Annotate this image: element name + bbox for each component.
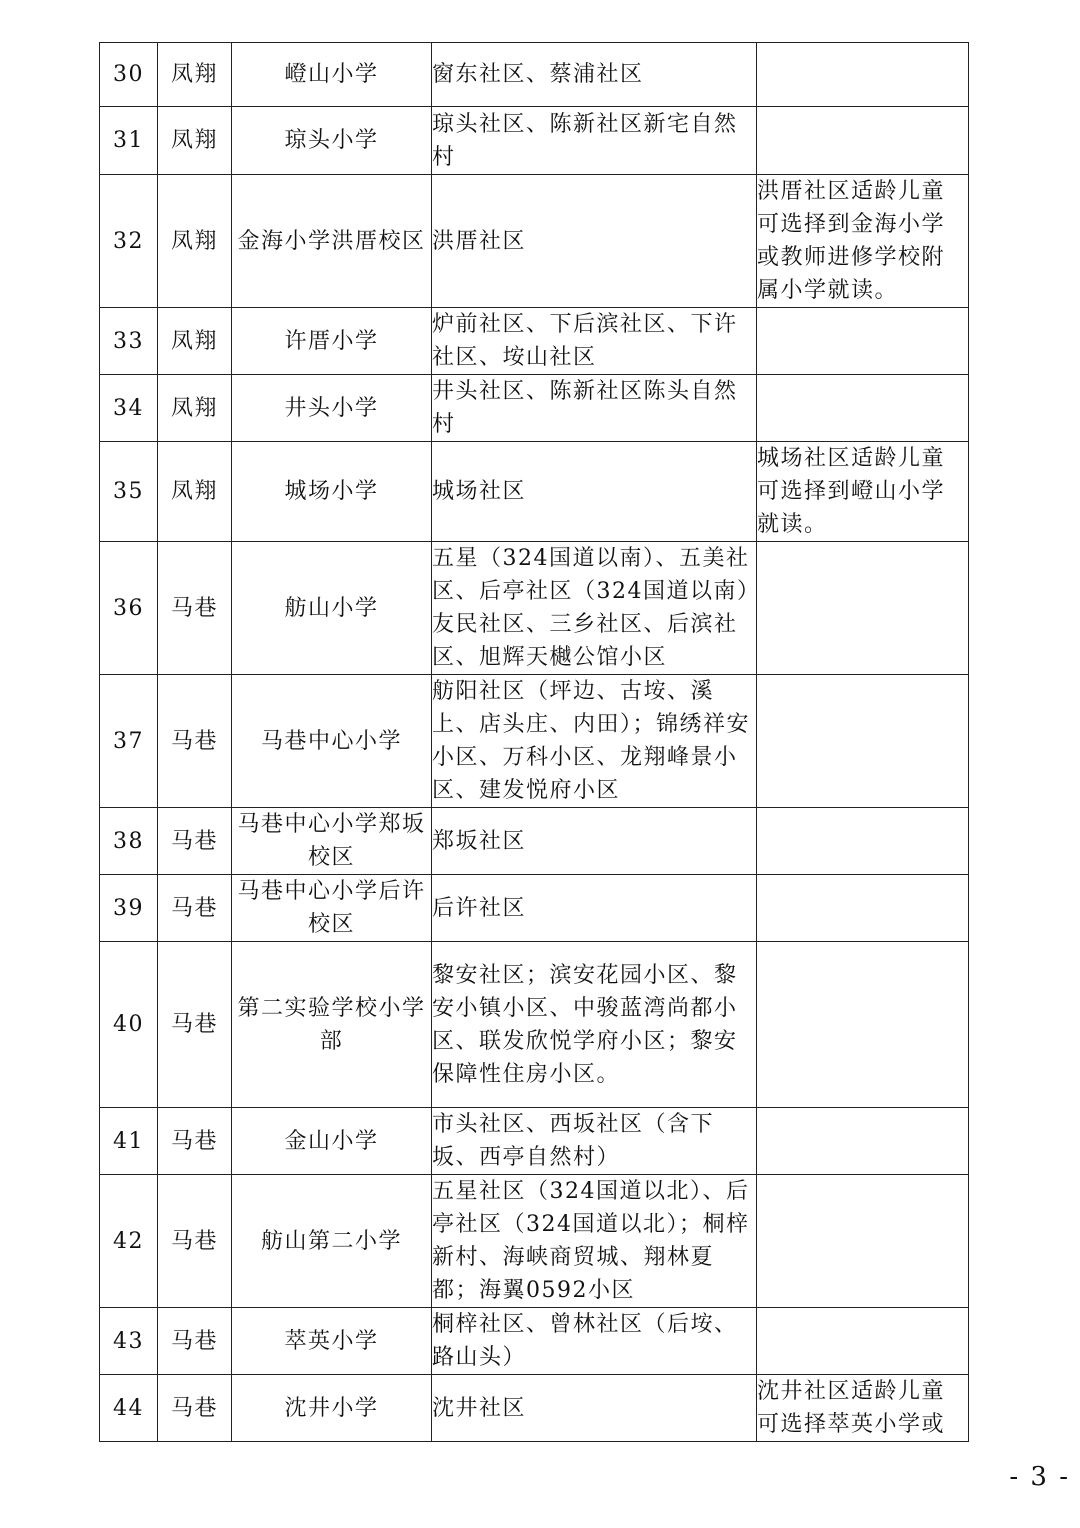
table-row — [100, 1175, 969, 1308]
service-area: 琼头社区、陈新社区新宅自然村 — [432, 107, 757, 175]
town-cell: 马巷 — [158, 542, 232, 675]
town-cell: 马巷 — [158, 808, 232, 875]
town-cell: 马巷 — [158, 875, 232, 942]
row-number: 34 — [100, 375, 158, 442]
table-row — [100, 43, 969, 107]
row-number: 33 — [100, 308, 158, 375]
service-area: 后许社区 — [432, 875, 757, 942]
school-name: 琼头小学 — [232, 107, 432, 175]
remark — [757, 1308, 969, 1375]
service-area: 市头社区、西坂社区（含下坂、西亭自然村） — [432, 1108, 757, 1175]
service-area: 洪厝社区 — [432, 175, 757, 308]
remark — [757, 43, 969, 107]
school-name: 许厝小学 — [232, 308, 432, 375]
school-name: 马巷中心小学后许校区 — [232, 875, 432, 942]
table-row — [100, 308, 969, 375]
row-number: 41 — [100, 1108, 158, 1175]
row-number: 31 — [100, 107, 158, 175]
row-number: 42 — [100, 1175, 158, 1308]
school-name: 舫山第二小学 — [232, 1175, 432, 1308]
school-name: 金山小学 — [232, 1108, 432, 1175]
row-number: 40 — [100, 942, 158, 1108]
remark — [757, 107, 969, 175]
table-row — [100, 442, 969, 542]
town-cell: 凤翔 — [158, 175, 232, 308]
table-row — [100, 675, 969, 808]
school-name: 马巷中心小学郑坂校区 — [232, 808, 432, 875]
row-number: 38 — [100, 808, 158, 875]
remark — [757, 375, 969, 442]
table-row — [100, 175, 969, 308]
service-area: 炉前社区、下后滨社区、下许社区、垵山社区 — [432, 308, 757, 375]
remark — [757, 875, 969, 942]
table-row — [100, 808, 969, 875]
service-area: 城场社区 — [432, 442, 757, 542]
service-area: 五星社区（324国道以北）、后亭社区（324国道以北）；桐梓新村、海峡商贸城、翔林夏都；海翼0592小区 — [432, 1175, 757, 1308]
service-area: 井头社区、陈新社区陈头自然村 — [432, 375, 757, 442]
remark: 沈井社区适龄儿童可选择萃英小学或 — [757, 1375, 969, 1442]
school-name: 城场小学 — [232, 442, 432, 542]
table-row — [100, 375, 969, 442]
table-row — [100, 107, 969, 175]
school-name: 第二实验学校小学部 — [232, 942, 432, 1108]
row-number: 36 — [100, 542, 158, 675]
table-row — [100, 1308, 969, 1375]
service-area: 黎安社区；滨安花园小区、黎安小镇小区、中骏蓝湾尚都小区、联发欣悦学府小区；黎安保障性住房小区。 — [432, 942, 757, 1108]
town-cell: 马巷 — [158, 942, 232, 1108]
page-number: - 3 - — [1009, 1462, 1070, 1492]
service-area: 五星（324国道以南）、五美社区、后亭社区（324国道以南）友民社区、三乡社区、后滨社区、旭辉天樾公馆小区 — [432, 542, 757, 675]
table-row — [100, 875, 969, 942]
table-row — [100, 942, 969, 1108]
remark — [757, 675, 969, 808]
service-area: 郑坂社区 — [432, 808, 757, 875]
table-row — [100, 1375, 969, 1442]
town-cell: 马巷 — [158, 1308, 232, 1375]
remark: 洪厝社区适龄儿童可选择到金海小学或教师进修学校附属小学就读。 — [757, 175, 969, 308]
service-area: 沈井社区 — [432, 1375, 757, 1442]
service-area: 舫阳社区（坪边、古垵、溪上、店头庄、内田）；锦绣祥安小区、万科小区、龙翔峰景小区、建发悦府小区 — [432, 675, 757, 808]
remark — [757, 308, 969, 375]
row-number: 35 — [100, 442, 158, 542]
town-cell: 凤翔 — [158, 107, 232, 175]
school-name: 萃英小学 — [232, 1308, 432, 1375]
remark — [757, 542, 969, 675]
town-cell: 马巷 — [158, 1375, 232, 1442]
school-name: 沈井小学 — [232, 1375, 432, 1442]
school-district-table — [99, 42, 969, 1442]
row-number: 37 — [100, 675, 158, 808]
service-area: 桐梓社区、曾林社区（后垵、路山头） — [432, 1308, 757, 1375]
school-name: 舫山小学 — [232, 542, 432, 675]
remark: 城场社区适龄儿童可选择到嶝山小学就读。 — [757, 442, 969, 542]
row-number: 39 — [100, 875, 158, 942]
remark — [757, 1108, 969, 1175]
town-cell: 凤翔 — [158, 308, 232, 375]
table-row — [100, 542, 969, 675]
school-name: 马巷中心小学 — [232, 675, 432, 808]
school-name: 金海小学洪厝校区 — [232, 175, 432, 308]
remark — [757, 942, 969, 1108]
town-cell: 马巷 — [158, 1175, 232, 1308]
town-cell: 凤翔 — [158, 442, 232, 542]
table-row — [100, 1108, 969, 1175]
table-body — [100, 43, 969, 1442]
school-name: 井头小学 — [232, 375, 432, 442]
service-area: 窗东社区、蔡浦社区 — [432, 43, 757, 107]
remark — [757, 808, 969, 875]
row-number: 44 — [100, 1375, 158, 1442]
town-cell: 马巷 — [158, 1108, 232, 1175]
row-number: 32 — [100, 175, 158, 308]
town-cell: 凤翔 — [158, 43, 232, 107]
row-number: 43 — [100, 1308, 158, 1375]
town-cell: 马巷 — [158, 675, 232, 808]
remark — [757, 1175, 969, 1308]
town-cell: 凤翔 — [158, 375, 232, 442]
row-number: 30 — [100, 43, 158, 107]
school-name: 嶝山小学 — [232, 43, 432, 107]
